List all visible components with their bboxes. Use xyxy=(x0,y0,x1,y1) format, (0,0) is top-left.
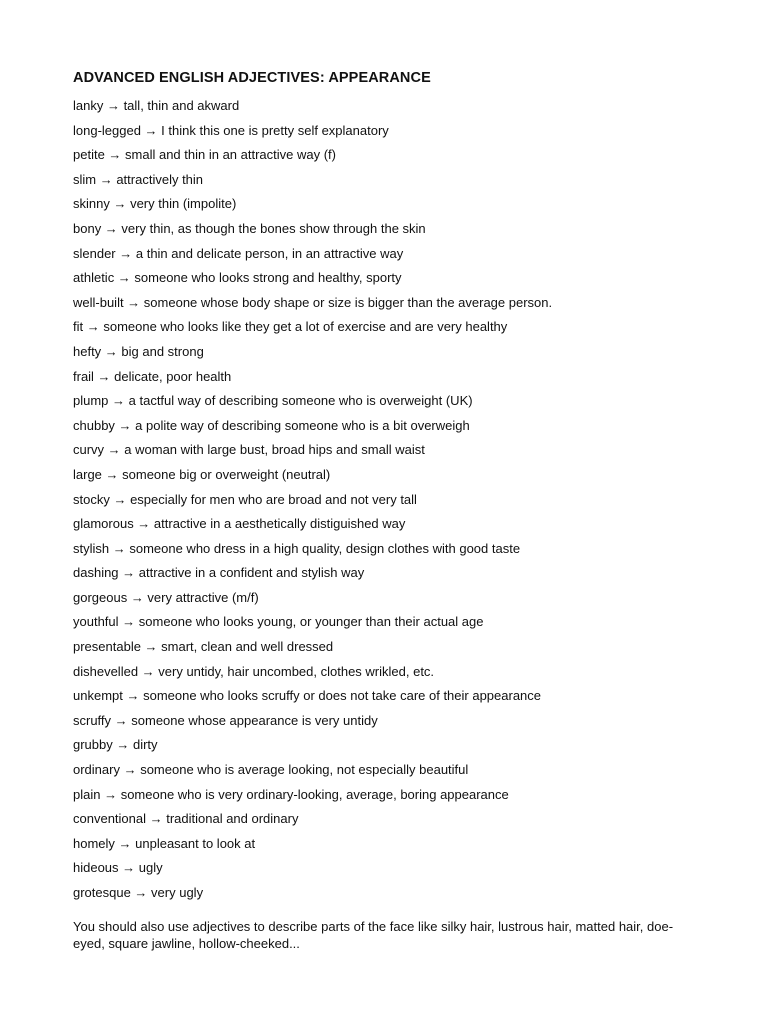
list-item: bony → very thin, as though the bones show through the skin xyxy=(73,220,426,236)
list-item: slender → a thin and delicate person, in an attractive way xyxy=(73,245,404,261)
list-item: fit → someone who looks like they get a lot of exercise and are very healthy xyxy=(73,319,508,335)
document-title: ADVANCED ENGLISH ADJECTIVES: APPEARANCE xyxy=(73,70,431,86)
list-item: unkempt → someone who looks scruffy or does not take care of their appearance xyxy=(73,688,542,704)
list-item: dashing → attractive in a confident and stylish way xyxy=(73,565,365,581)
list-item: dishevelled → very untidy, hair uncombed, clothes wrikled, etc. xyxy=(73,663,435,679)
list-item: curvy → a woman with large bust, broad hips and small waist xyxy=(73,442,425,458)
list-item: youthful → someone who looks young, or younger than their actual age xyxy=(73,614,484,630)
list-item: hefty → big and strong xyxy=(73,343,204,359)
list-item: plump → a tactful way of describing someone who is overweight (UK) xyxy=(73,393,473,409)
list-item: skinny → very thin (impolite) xyxy=(73,196,237,212)
list-item: homely → unpleasant to look at xyxy=(73,835,256,851)
list-item: conventional → traditional and ordinary xyxy=(73,811,299,827)
document-page xyxy=(73,68,693,965)
list-item: scruffy → someone whose appearance is very untidy xyxy=(73,712,378,728)
list-item: petite → small and thin in an attractive way (f) xyxy=(73,147,337,163)
list-item: well-built → someone whose body shape or size is bigger than the average person. xyxy=(73,294,553,310)
list-item: athletic → someone who looks strong and healthy, sporty xyxy=(73,270,402,286)
list-item: grotesque → very ugly xyxy=(73,885,204,900)
list-item: presentable → smart, clean and well dressed xyxy=(73,639,334,655)
list-item: glamorous → attractive in a aesthetically distiguished way xyxy=(73,516,406,532)
list-item: stylish → someone who dress in a high quality, design clothes with good taste xyxy=(73,540,521,556)
list-item: ordinary → someone who is average looking, not especially beautiful xyxy=(73,762,469,778)
list-item: long-legged → I think this one is pretty self explanatory xyxy=(73,122,389,138)
list-item: chubby → a polite way of describing someone who is a bit overweigh xyxy=(73,417,470,433)
list-item: grubby → dirty xyxy=(73,737,158,753)
list-item: hideous → ugly xyxy=(73,860,163,876)
list-item: large → someone big or overweight (neutral) xyxy=(73,466,331,482)
list-item: gorgeous → very attractive (m/f) xyxy=(73,589,259,605)
closing-note: You should also use adjectives to describe parts of the face like silky hair, lustrous hair, matted hair, doe-eyed, square jawline, hollow-cheeked... xyxy=(73,918,674,951)
adjective-list xyxy=(73,94,693,906)
list-item: stocky → especially for men who are broad and not very tall xyxy=(73,491,417,507)
list-item: lanky → tall, thin and akward xyxy=(73,98,240,113)
list-item: plain → someone who is very ordinary-looking, average, boring appearance xyxy=(73,786,509,802)
list-item: slim → attractively thin xyxy=(73,171,204,187)
list-item: frail → delicate, poor health xyxy=(73,368,232,384)
